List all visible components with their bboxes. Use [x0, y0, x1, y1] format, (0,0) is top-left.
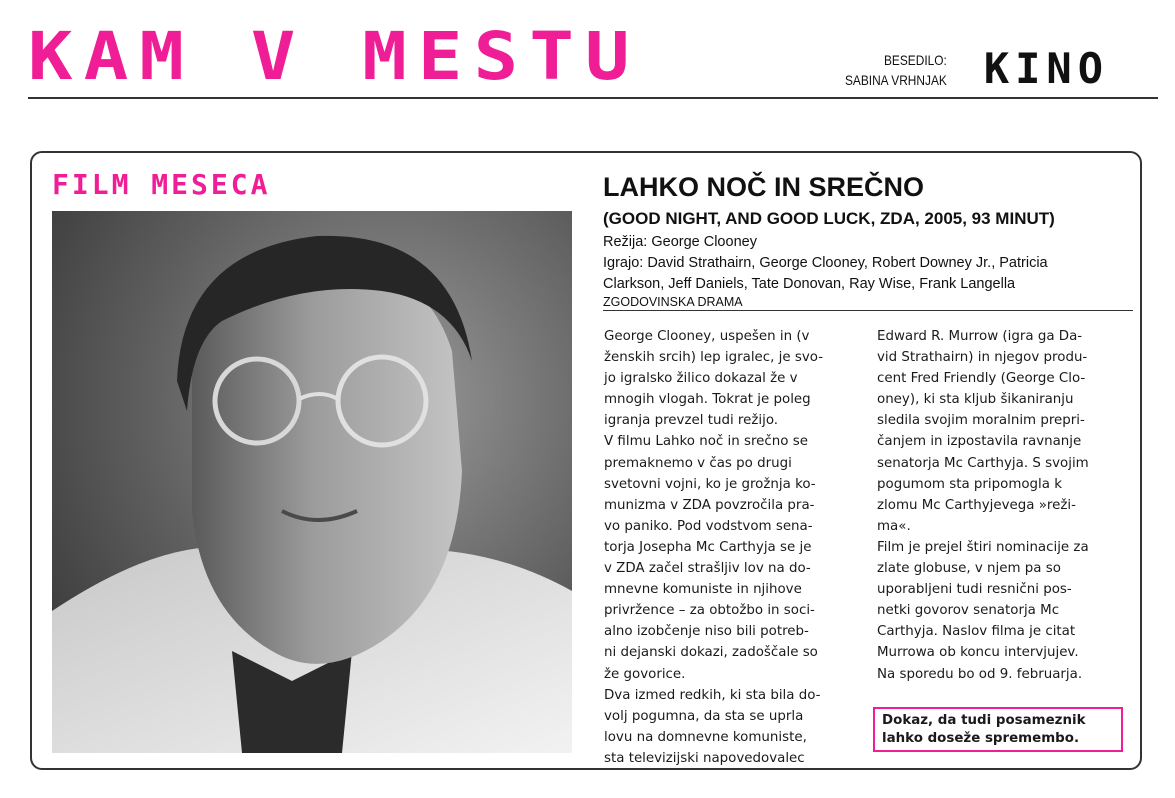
film-of-month-tag: FILM MESECA	[52, 168, 271, 201]
director-line: Režija: George Clooney	[603, 234, 757, 250]
body-text-line: volj pogumna, da sta se uprla	[604, 708, 804, 724]
body-text-line: igranja prevzel tudi režijo.	[604, 413, 779, 429]
body-text-line: alno izobčenje niso bili potreb-	[604, 624, 809, 640]
body-text-line: že govorice.	[604, 666, 686, 682]
body-text-line: cent Fred Friendly (George Clo-	[877, 371, 1086, 387]
body-text-line: George Clooney, uspešen in (v	[604, 329, 810, 344]
body-text-line: privržence – za obtožbo in soci-	[604, 603, 815, 619]
credit-label: BESEDILO:	[884, 52, 947, 68]
face-shape	[192, 261, 462, 664]
body-text-line: svetovni vojni, ko je grožnja ko-	[604, 476, 816, 492]
masthead-title: KAM V MESTU	[28, 18, 641, 95]
section-label: KINO	[983, 44, 1109, 93]
body-text-line: lovu na domnevne komuniste,	[604, 729, 807, 745]
genre-divider	[603, 310, 1133, 311]
body-text-line: jo igralsko žilico dokazal že v	[604, 371, 798, 387]
body-text-line: netki govorov senatorja Mc	[877, 603, 1060, 619]
body-text-line: mnevne komuniste in njihove	[604, 582, 802, 598]
body-text-line: pogumom sta pripomogla k	[877, 476, 1062, 492]
pull-quote	[873, 707, 1123, 752]
body-text-line: sledila svojim moralnim prepri-	[877, 413, 1085, 429]
body-text-line: torja Josepha Mc Carthyja se je	[604, 539, 812, 555]
pull-quote-line-1: Dokaz, da tudi posameznik	[882, 713, 1086, 728]
body-text-line: vid Strathairn) in njegov produ-	[877, 350, 1088, 366]
actor-photo	[52, 211, 572, 753]
cast-line-1: Igrajo: David Strathairn, George Clooney, Robert Downey Jr., Patricia	[603, 255, 1048, 271]
body-text-line: uporabljeni tudi resnični pos-	[877, 582, 1072, 598]
pull-quote-line-2: lahko doseže spremembo.	[882, 731, 1080, 746]
body-text-line: ženskih srcih) lep igralec, je svo-	[604, 350, 824, 366]
body-text-line: Film je prejel štiri nominacije za	[877, 539, 1089, 555]
portrait-illustration	[52, 211, 572, 753]
body-text-line: Carthyja. Naslov filma je citat	[877, 624, 1076, 640]
body-text-line: munizma v ZDA povzročila pra-	[604, 497, 815, 513]
body-text-line: mnogih vlogah. Tokrat je poleg	[604, 392, 811, 408]
body-text-line: vo paniko. Pod vodstvom sena-	[604, 518, 813, 534]
body-text-line: zlate globuse, v njem pa so	[877, 561, 1061, 577]
body-text-line: oney), ki sta kljub šikaniranju	[877, 392, 1074, 408]
body-column-1	[604, 326, 866, 769]
film-title: LAHKO NOČ IN SREČNO	[603, 172, 925, 202]
body-text-line: V filmu Lahko noč in srečno se	[604, 434, 808, 450]
body-text-line: čanjem in izpostavila ravnanje	[877, 434, 1082, 450]
body-text-line: zlomu Mc Carthyjevega »reži-	[877, 497, 1076, 513]
body-text-line: sta televizijski napovedovalec	[604, 750, 805, 766]
author-credit	[845, 50, 947, 90]
film-subtitle: (GOOD NIGHT, AND GOOD LUCK, ZDA, 2005, 93 MINUT)	[603, 209, 1055, 228]
body-text-line: Murrowa ob koncu intervjujev.	[877, 645, 1079, 661]
header-divider	[28, 97, 1158, 99]
body-text-line: Na sporedu bo od 9. februarja.	[877, 666, 1083, 682]
body-text-line: ni dejanski dokazi, zadoščale so	[604, 645, 818, 661]
body-text-line: premaknemo v čas po drugi	[604, 455, 792, 471]
body-text-line: ma«.	[877, 518, 911, 534]
credit-name: SABINA VRHNJAK	[845, 72, 947, 88]
body-text-line: senatorja Mc Carthyja. S svojim	[877, 455, 1089, 471]
body-text-line: v ZDA začel strašljiv lov na do-	[604, 561, 811, 577]
genre-label: ZGODOVINSKA DRAMA	[603, 295, 743, 309]
body-column-2	[877, 326, 1139, 685]
body-text-line: Edward R. Murrow (igra ga Da-	[877, 329, 1083, 344]
body-text-line: Dva izmed redkih, ki sta bila do-	[604, 687, 821, 703]
cast-line-2: Clarkson, Jeff Daniels, Tate Donovan, Ray Wise, Frank Langella	[603, 276, 1016, 292]
